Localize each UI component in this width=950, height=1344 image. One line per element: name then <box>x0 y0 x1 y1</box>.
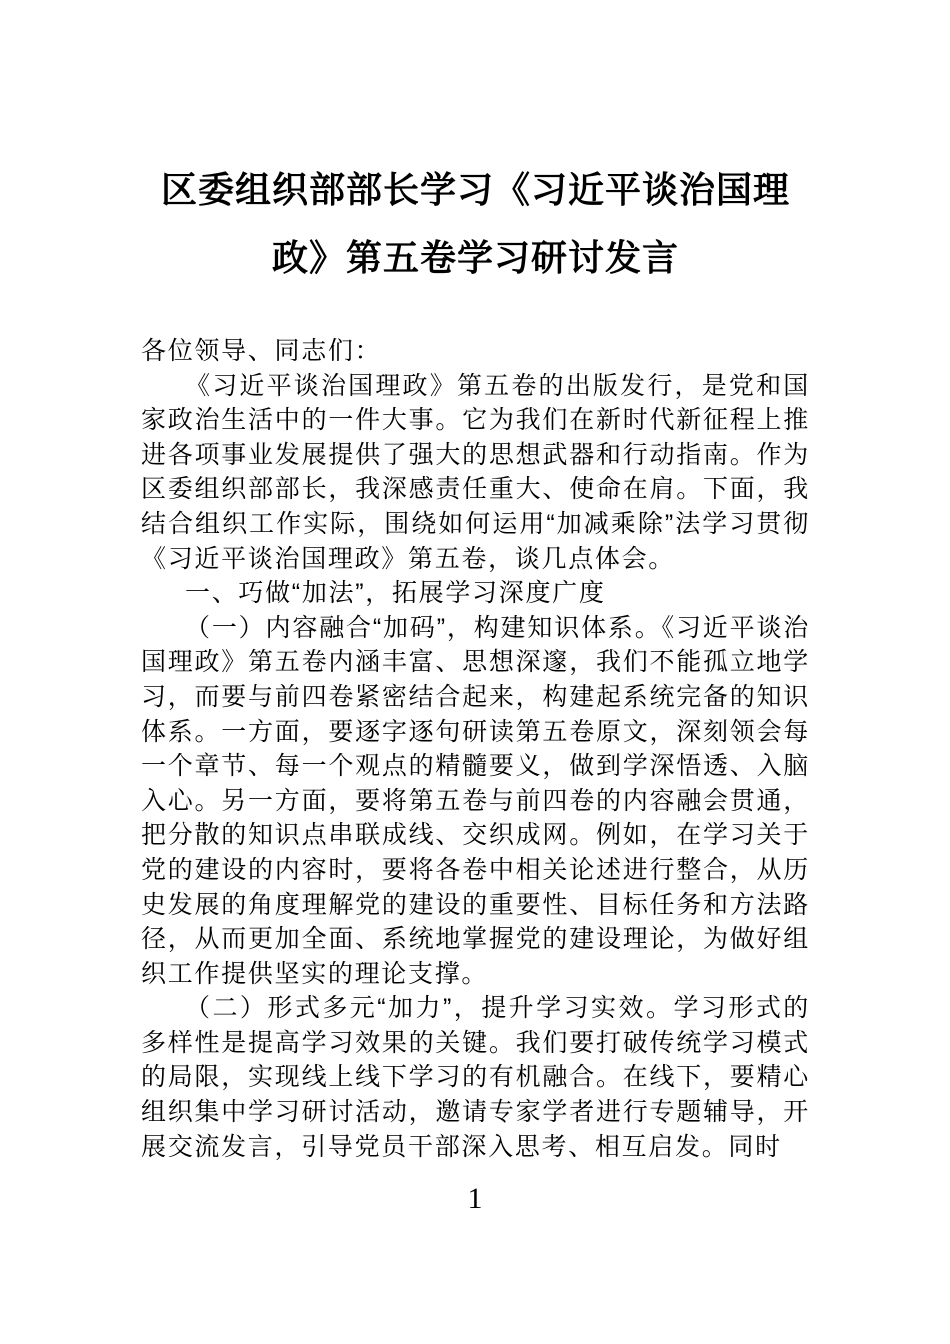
title-line-1: 区委组织部部长学习《习近平谈治国理 <box>160 169 790 210</box>
paragraph-section-heading-1: 一、巧做“加法”，拓展学习深度广度 <box>185 579 606 608</box>
page-number: 1 <box>467 1182 483 1215</box>
document-title <box>141 156 810 292</box>
paragraph-subsection-1: （一）内容融合“加码”，构建知识体系。《习近平谈治国理政》第五卷内涵丰富、思想深邃，我们不能孤立地学习，而要与前四卷紧密结合起来，构建起系统完备的知识体系。一方面，要逐字逐句研读第五卷原文，深刻领会每一个章节、每一个观点的精髓要义，做到学深悟透、入脑入心。另一方面，要将第五卷与前四卷的内容融会贯通，把分散的知识点串联成线、交织成网。例如，在学习关于党的建设的内容时，要将各卷中相关论述进行整合，从历史发展的角度理解党的建设的重要性、目标任务和方法路径，从而更加全面、系统地掌握党的建设理论，为做好组织工作提供坚实的理论支撑。 <box>141 613 810 988</box>
paragraph-intro: 《习近平谈治国理政》第五卷的出版发行，是党和国家政治生活中的一件大事。它为我们在新时代新征程上推进各项事业发展提供了强大的思想武器和行动指南。作为区委组织部部长，我深感责任重大、使命在肩。下面，我结合组织工作实际，围绕如何运用“加减乘除”法学习贯彻《习近平谈治国理政》第五卷，谈几点体会。 <box>141 371 810 573</box>
title-line-2: 政》第五卷学习研讨发言 <box>271 237 679 278</box>
salutation-line: 各位领导、同志们： <box>141 337 382 365</box>
paragraph-subsection-2: （二）形式多元“加力”，提升学习实效。学习形式的多样性是提高学习效果的关键。我们要打破传统学习模式的局限，实现线上线下学习的有机融合。在线下，要精心组织集中学习研讨活动，邀请专家学者进行专题辅导，开展交流发言，引导党员干部深入思考、相互启发。同时 <box>141 994 810 1161</box>
document-content <box>141 156 810 1164</box>
document-body <box>141 334 810 1164</box>
